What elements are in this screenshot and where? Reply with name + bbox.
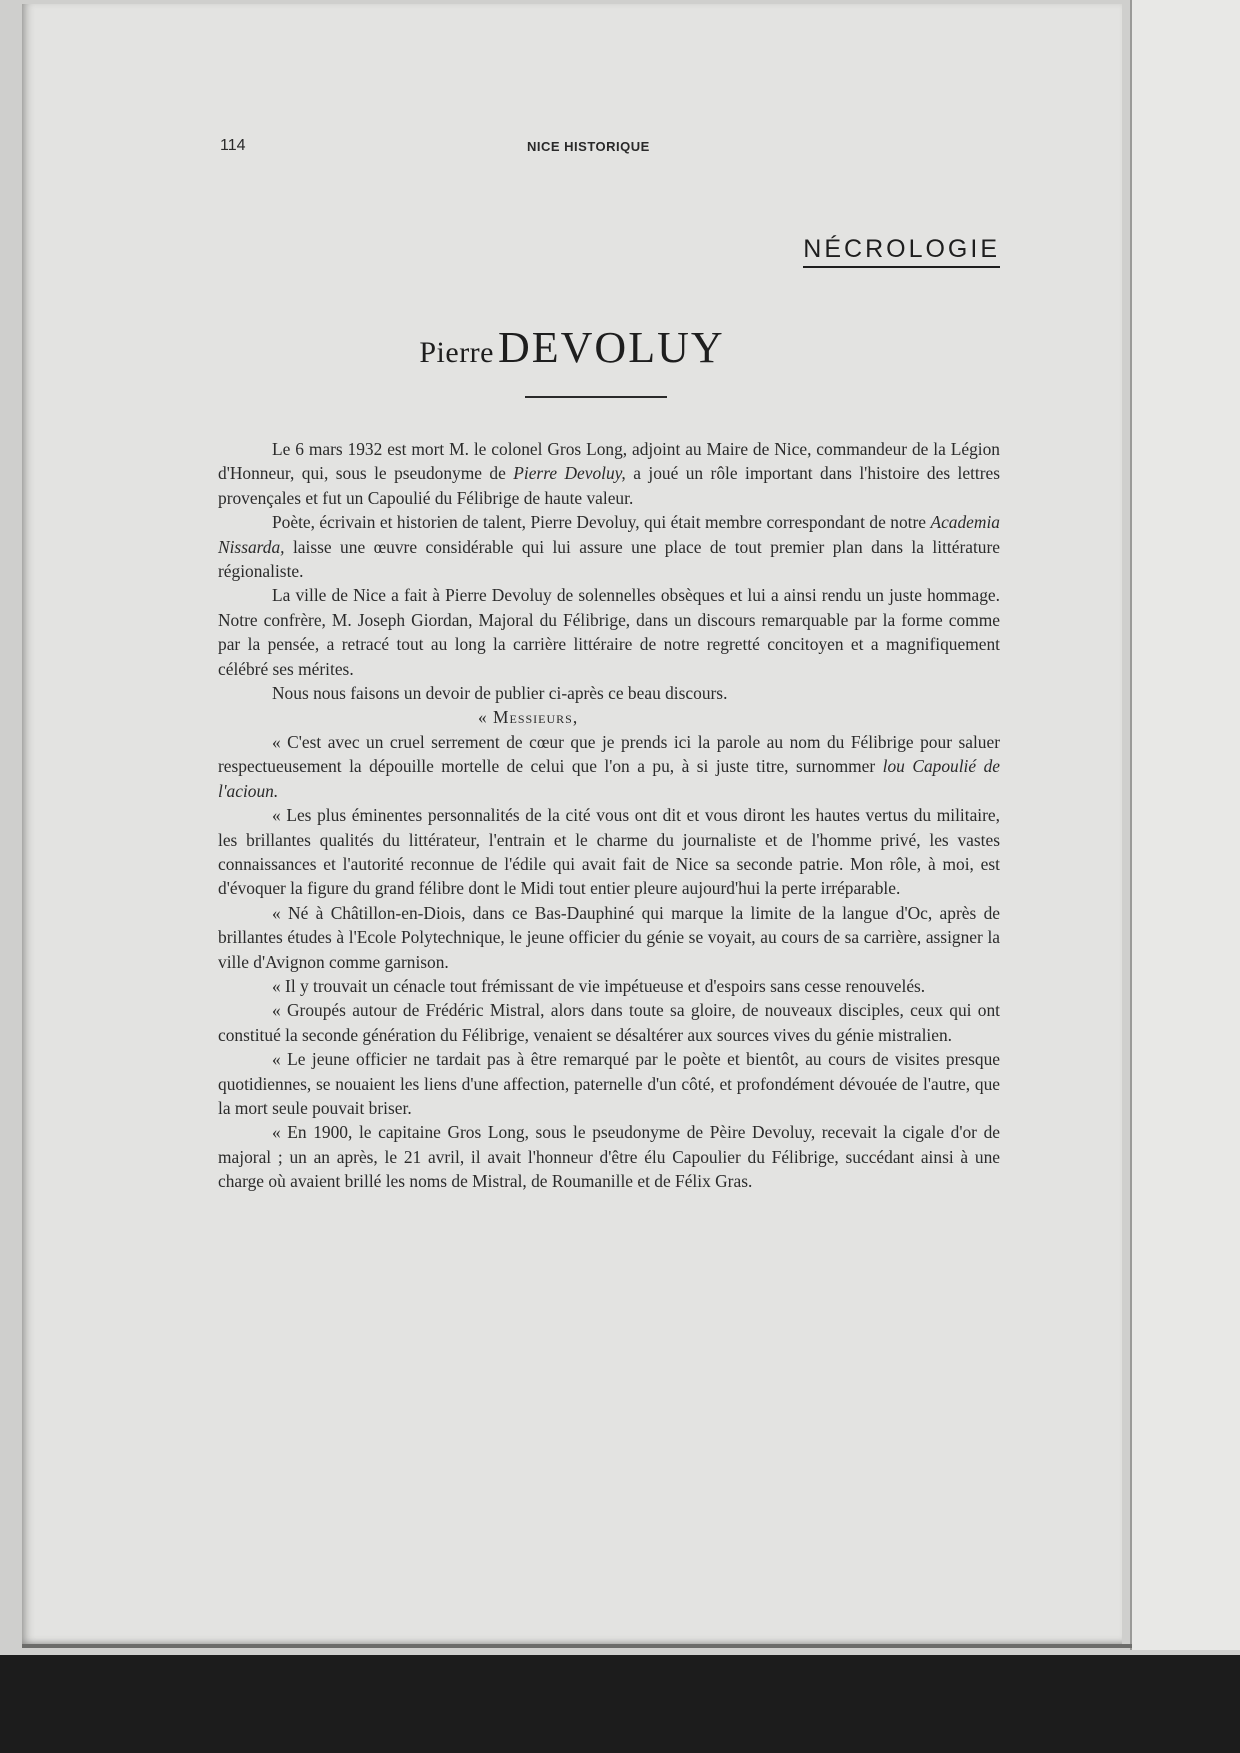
title-first-name: Pierre [419, 336, 494, 369]
speech-paragraph-2: « Les plus éminentes personnalités de la cité vous ont dit et vous diront les hautes vertus du militaire, les brillantes qualités du littérateur, l'entrain et le charme du journaliste et de l'homme privé, les vastes connaissances et l'autorité reconnue de l'édile qui avait fait de Nice sa seconde patrie. Mon rôle, à moi, est d'évoquer la figure du grand félibre dont le Midi tout entier pleure aujourd'hui la perte irréparable. [218, 805, 1000, 899]
speech-paragraph-1 [218, 730, 1000, 803]
paragraph-text: « C'est avec un cruel serrement de cœur que je prends ici la parole au nom du Félibrige pour saluer respectueusement la dépouille mortelle de celui que l'on a pu, à si juste titre, surnommer [218, 731, 1000, 777]
article-title [22, 323, 1122, 372]
epithet-italic: lou Capoulié de l'acioun. [218, 756, 1000, 801]
page-header [22, 137, 1122, 161]
page [22, 4, 1122, 1644]
speech-paragraph-7: « En 1900, le capitaine Gros Long, sous le pseudonyme de Pèire Devoluy, recevait la cigale d'or de majoral ; un an après, le 21 avril, il avait l'honneur d'être élu Capoulier du Félibrige, succédant ainsi à une charge où avaient brillé les noms de Mistral, de Roumanille et de Félix Gras. [218, 1122, 1000, 1192]
title-rule [525, 396, 667, 398]
paragraph-4: Nous nous faisons un devoir de publier ci-après ce beau discours. [272, 683, 728, 704]
title-last-name: DEVOLUY [498, 323, 725, 372]
paragraph-2 [218, 510, 1000, 583]
pseudonym-italic: Pierre Devoluy, [513, 463, 626, 484]
speech-paragraph-4: « Il y trouvait un cénacle tout frémissant de vie impétueuse et d'espoirs sans cesse renouvelés. [272, 975, 926, 996]
running-head: NICE HISTORIQUE [527, 139, 650, 154]
academy-italic: Academia Nissarda, [218, 512, 1000, 557]
paragraph-1 [218, 437, 1000, 510]
paragraph-text: Le 6 mars 1932 est mort M. le colonel Gros Long, adjoint au Maire de Nice, commandeur de la Légion d'Honneur, qui, sous le pseudonyme de [218, 439, 1000, 484]
page-number: 114 [220, 137, 246, 154]
article-body [218, 437, 1000, 1194]
paragraph-text: Poète, écrivain et historien de talent, Pierre Devoluy, qui était membre correspondant de notre [272, 512, 931, 533]
speech-salutation: « Messieurs, [478, 707, 579, 728]
paragraph-3: La ville de Nice a fait à Pierre Devoluy de solennelles obsèques et lui a ainsi rendu un juste hommage. Notre confrère, M. Joseph Giordan, Majoral du Félibrige, dans un discours remarquable par la forme comme par la pensée, a retracé tout au long la carrière littéraire de notre regretté concitoyen et a magnifiquement célébré ses mérites. [218, 585, 1000, 679]
page-bottom-edge [22, 1644, 1132, 1648]
speech-paragraph-5: « Groupés autour de Frédéric Mistral, alors dans toute sa gloire, de nouveaux disciples, ceux qui ont constitué la seconde génération du Félibrige, venaient se désaltérer aux sources vives du génie mistralien. [218, 1000, 1000, 1045]
section-title: NÉCROLOGIE [803, 236, 1000, 268]
paragraph-text: laisse une œuvre considérable qui lui assure une place de tout premier plan dans la littérature régionaliste. [218, 536, 1000, 582]
paragraph-text: a joué un rôle important dans l'histoire des lettres provençales et fut un Capoulié du Félibrige de haute valeur. [218, 463, 1001, 508]
speech-paragraph-6: « Le jeune officier ne tardait pas à être remarqué par le poète et bientôt, au cours de visites presque quotidiennes, se nouaient les liens d'une affection, paternelle d'un côté, et profondément dévouée de l'autre, que la mort seule pouvait briser. [218, 1049, 1000, 1118]
speech-paragraph-3: « Né à Châtillon-en-Diois, dans ce Bas-Dauphiné qui marque la limite de la langue d'Oc, après de brillantes études à l'Ecole Polytechnique, le jeune officier du génie se voyait, au cours de sa carrière, assigner la ville d'Avignon comme garnison. [218, 902, 1000, 972]
adjacent-page-edge [1130, 0, 1240, 1650]
